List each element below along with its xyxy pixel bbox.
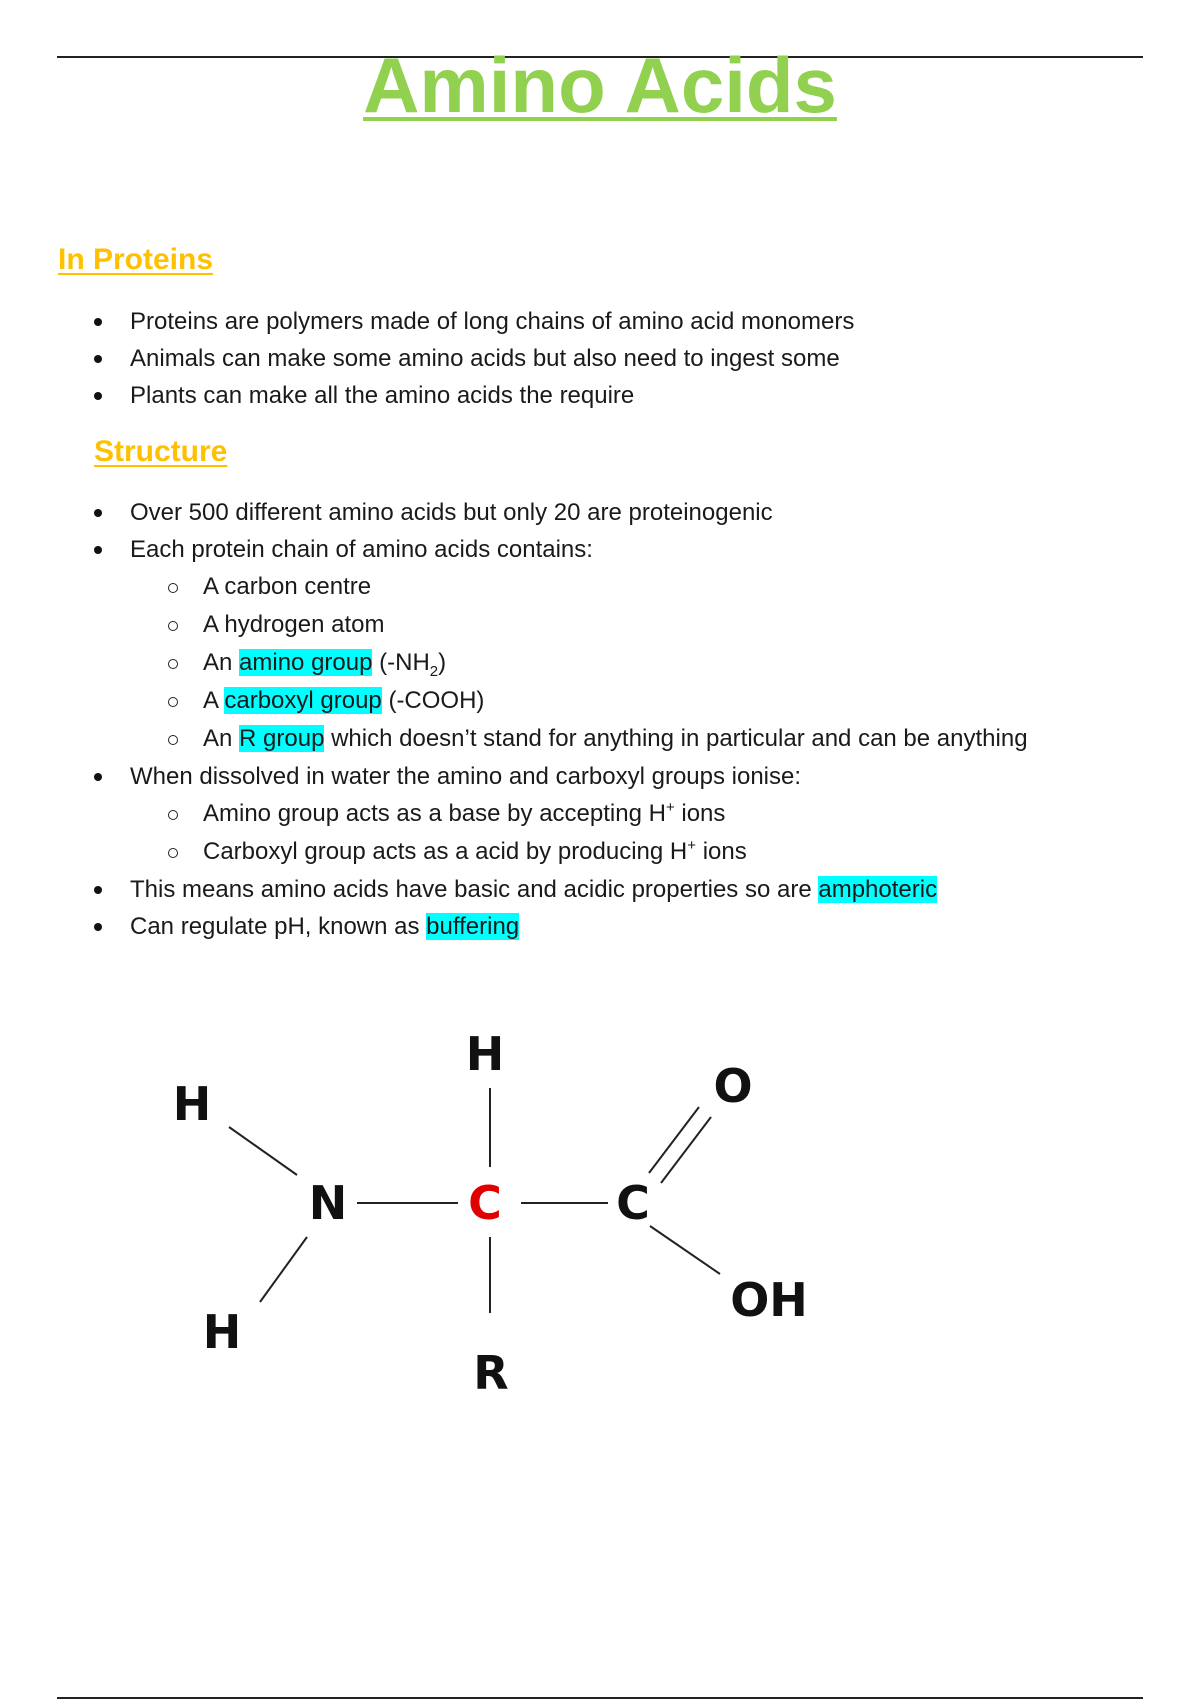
highlight-carboxyl-group: carboxyl group [224, 687, 382, 714]
sub-list-item: A hydrogen atom [0, 606, 1200, 644]
atom-h-top: H [465, 1027, 505, 1081]
document-title: Amino Acids [363, 41, 837, 129]
list-item: Each protein chain of amino acids contains: [0, 531, 1200, 568]
text: Can regulate pH, known as [130, 913, 427, 940]
sub-list-item [0, 833, 1200, 871]
subscript: 2 [429, 662, 439, 680]
superscript: + [687, 837, 697, 854]
text: An [203, 725, 240, 752]
highlight-amphoteric: amphoteric [818, 876, 938, 903]
text: ions [674, 800, 726, 827]
atom-c-carboxyl: C [616, 1176, 650, 1230]
sub-list-item [0, 795, 1200, 833]
atom-c-center: C [468, 1176, 502, 1230]
structure-bullet-list [0, 494, 1200, 945]
text: (-NH [372, 649, 430, 676]
bond-c-o-double-a [649, 1107, 699, 1173]
text: ions [696, 838, 747, 865]
list-item: Over 500 different amino acids but only 20 are proteinogenic [0, 494, 1200, 531]
proteins-bullet-list [0, 303, 1200, 414]
atom-o: O [713, 1059, 753, 1113]
heading-structure: Structure [94, 435, 228, 468]
text: which doesn’t stand for anything in particular and can be anything [324, 725, 1028, 752]
highlight-buffering: buffering [426, 913, 520, 940]
highlight-r-group: R group [239, 725, 325, 752]
list-item: Animals can make some amino acids but also need to ingest some [0, 340, 1200, 377]
bond-c-o-double-b [661, 1117, 711, 1183]
atom-h-left-top: H [172, 1077, 212, 1131]
text: Amino group acts as a base by accepting H [203, 800, 666, 827]
bond-c-oh [650, 1226, 720, 1274]
sub-list-item [0, 682, 1200, 720]
atom-n: N [308, 1176, 348, 1230]
footer-rule [57, 1697, 1143, 1699]
list-item: Plants can make all the amino acids the require [0, 377, 1200, 414]
text: A [203, 687, 225, 714]
atom-h-left-bottom: H [202, 1305, 242, 1359]
atom-oh: OH [730, 1273, 808, 1327]
sub-list-item: A carbon centre [0, 568, 1200, 606]
text: This means amino acids have basic and acidic properties so are [130, 876, 819, 903]
bond-h-n-top [229, 1127, 297, 1175]
list-item: When dissolved in water the amino and carboxyl groups ionise: [0, 758, 1200, 795]
atom-r: R [473, 1346, 509, 1400]
list-item [0, 871, 1200, 908]
highlight-amino-group: amino group [239, 649, 373, 676]
text: An [203, 649, 240, 676]
sub-list-item [0, 644, 1200, 682]
heading-in-proteins: In Proteins [58, 243, 214, 276]
sub-list-item [0, 720, 1200, 758]
list-item [0, 908, 1200, 945]
text: Carboxyl group acts as a acid by producing H [203, 838, 688, 865]
text: (-COOH) [381, 687, 485, 714]
bond-n-h-bottom [260, 1237, 307, 1302]
text: ) [438, 649, 447, 676]
superscript: + [665, 799, 675, 816]
list-item: Proteins are polymers made of long chains of amino acid monomers [0, 303, 1200, 340]
